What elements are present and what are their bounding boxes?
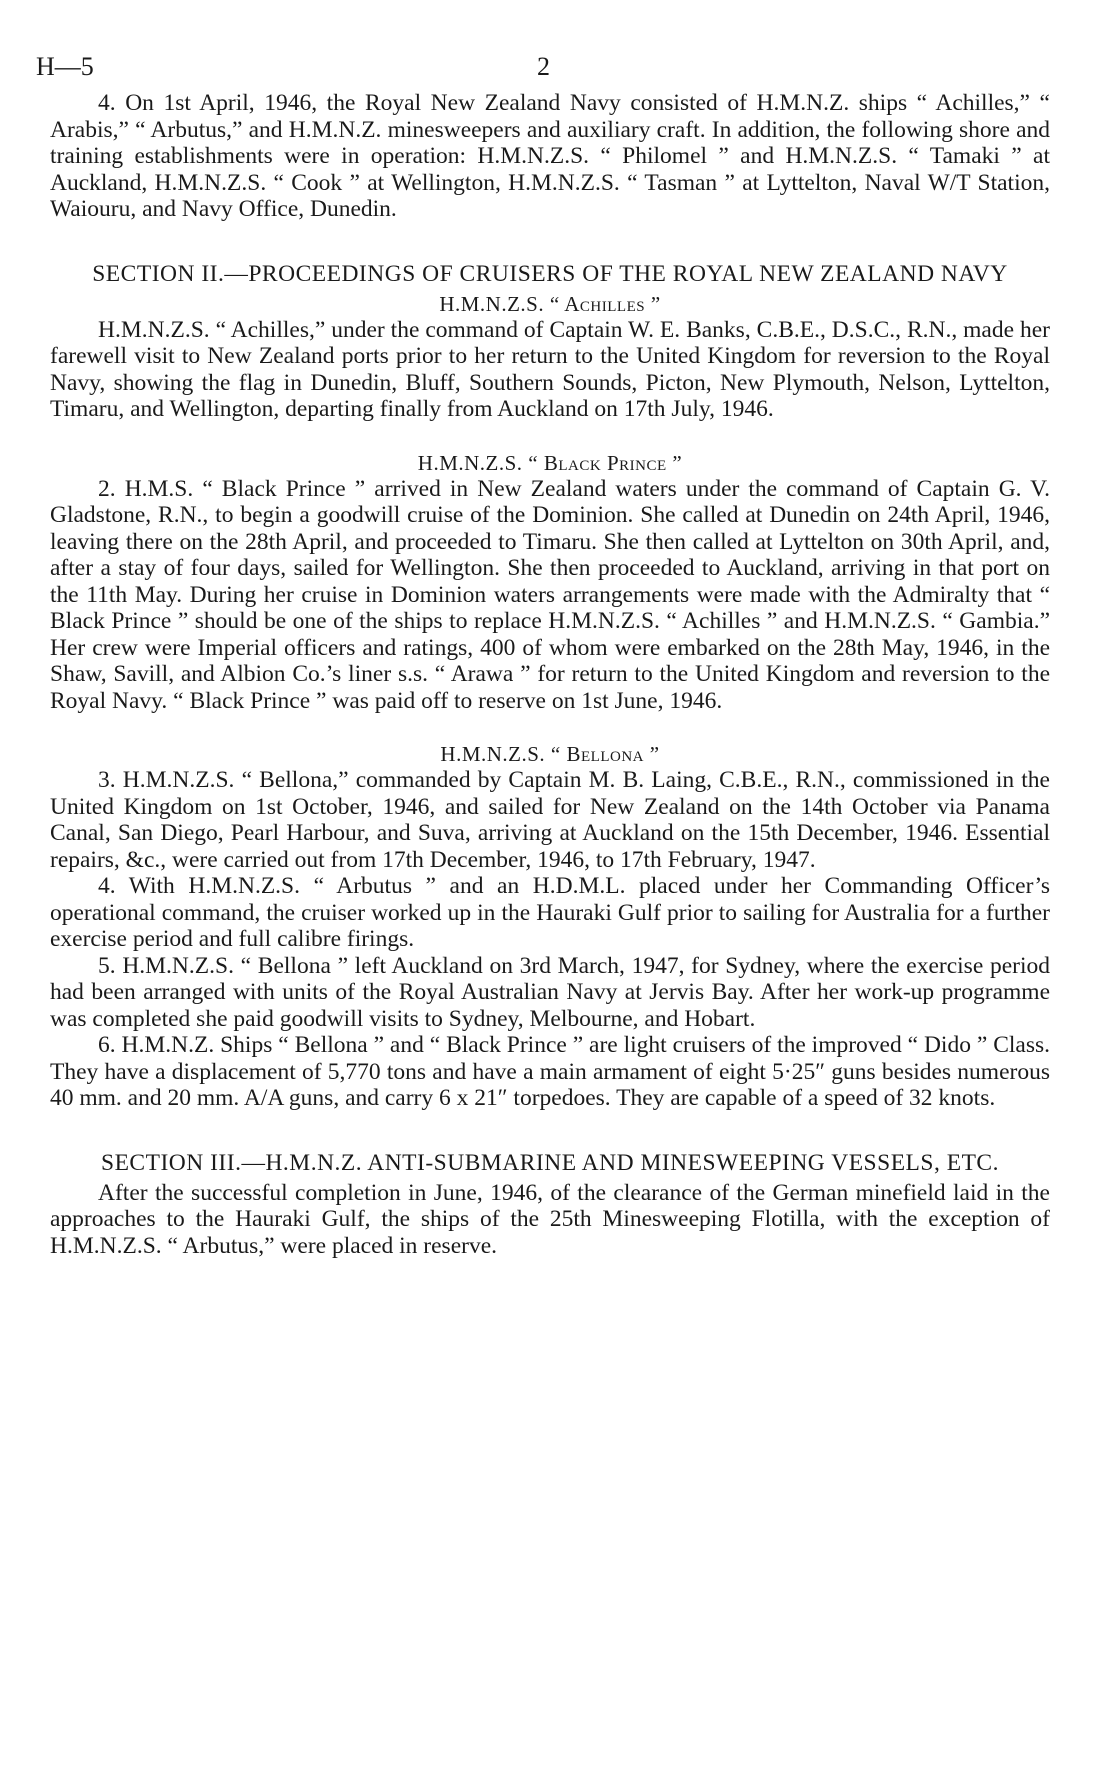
bellona-paragraph-5: 5. H.M.N.Z.S. “ Bellona ” left Auckland on 3rd March, 1947, for Sydney, where the exercise period had been arranged with units of the Royal Australian Navy at Jervis Bay. After her work-up programme was completed she paid goodwill visits to Sydney, Melbourne, and Hobart. [50,952,1050,1032]
achilles-heading: H.M.N.Z.S. “ Achilles ” [439,291,661,316]
bellona-paragraph-6: 6. H.M.N.Z. Ships “ Bellona ” and “ Black Prince ” are light cruisers of the improved “ Dido ” Class. They have a displacement of 5,770 tons and have a main armament of eight 5·25″ guns besides numerous 40 mm. and 20 mm. A/A guns, and carry 6 x 21″ torpedoes. They are capable of a speed of 32 knots. [50,1032,1050,1111]
bellona-paragraph-3: 3. H.M.N.Z.S. “ Bellona,” commanded by Captain M. B. Laing, C.B.E., R.N., commissioned in the United Kingdom on 1st October, 1946, and sailed for New Zealand on the 14th October via Panama Canal, San Diego, Pearl Harbour, and Suva, arriving at Auckland on the 15th December, 1946. Essential repairs, &c., were carried out from 17th December, 1946, to 17th February, 1947. [50,767,1050,873]
black-prince-heading: H.M.N.Z.S. “ Black Prince ” [417,450,683,475]
bellona-heading: H.M.N.Z.S. “ Bellona ” [440,742,660,766]
page-number: 2 [537,52,550,81]
intro-paragraph: 4. On 1st April, 1946, the Royal New Zealand Navy consisted of H.M.N.Z. ships “ Achilles,” “ Arabis,” “ Arbutus,” and H.M.N.Z. minesweepers and auxiliary craft. In addition, the following shore and training establishments were in operation: H.M.N.Z.S. “ Philomel ” and H.M.N.Z.S. “ Tamaki ” at Auckland, H.M.N.Z.S. “ Cook ” at Wellington, H.M.N.Z.S. “ Tasman ” at Lyttelton, Naval W/T Station, Waiouru, and Navy Office, Dunedin. [50,90,1050,222]
report-reference: H—5 [36,52,94,81]
section-3-heading: SECTION III.—H.M.N.Z. ANTI-SUBMARINE AND MINESWEEPING VESSELS, ETC. [101,1149,999,1176]
black-prince-paragraph: 2. H.M.S. “ Black Prince ” arrived in New Zealand waters under the command of Captain G. V. Gladstone, R.N., to begin a goodwill cruise of the Dominion. She called at Dunedin on 24th April, 1946, leaving there on the 28th April, and proceeded to Timaru. She then called at Lyttelton on 30th April, and, after a stay of four days, sailed for Wellington. She then proceeded to Auckland, arriving in that port on the 11th May. During her cruise in Dominion waters arrangements were made with the Admiralty that “ Black Prince ” should be one of the ships to replace H.M.N.Z.S. “ Achilles ” and H.M.N.Z.S. “ Gambia.” Her crew were Imperial officers and ratings, 400 of whom were embarked on the 28th May, 1946, in the Shaw, Savill, and Albion Co.’s liner s.s. “ Arawa ” for return to the United Kingdom and reversion to the Royal Navy. “ Black Prince ” was paid off to reserve on 1st June, 1946. [50,475,1050,714]
achilles-paragraph: H.M.N.Z.S. “ Achilles,” under the command of Captain W. E. Banks, C.B.E., D.S.C., R.N., made her farewell visit to New Zealand ports prior to her return to the United Kingdom for reversion to the Royal Navy, showing the flag in Dunedin, Bluff, Southern Sounds, Picton, New Plymouth, Nelson, Lyttelton, Timaru, and Wellington, departing finally from Auckland on 17th July, 1946. [50,316,1050,422]
section-2-heading: SECTION II.—PROCEEDINGS OF CRUISERS OF THE ROYAL NEW ZEALAND NAVY [92,260,1008,287]
section-3-paragraph: After the successful completion in June, 1946, of the clearance of the German minefield laid in the approaches to the Hauraki Gulf, the ships of the 25th Minesweeping Flotilla, with the exception of H.M.N.Z.S. “ Arbutus,” were placed in reserve. [50,1179,1050,1259]
document-page [36,52,1050,1259]
page-header [36,52,1050,86]
bellona-paragraph-4: 4. With H.M.N.Z.S. “ Arbutus ” and an H.D.M.L. placed under her Commanding Officer’s operational command, the cruiser worked up in the Hauraki Gulf prior to sailing for Australia for a further exercise period and full calibre firings. [50,873,1050,952]
